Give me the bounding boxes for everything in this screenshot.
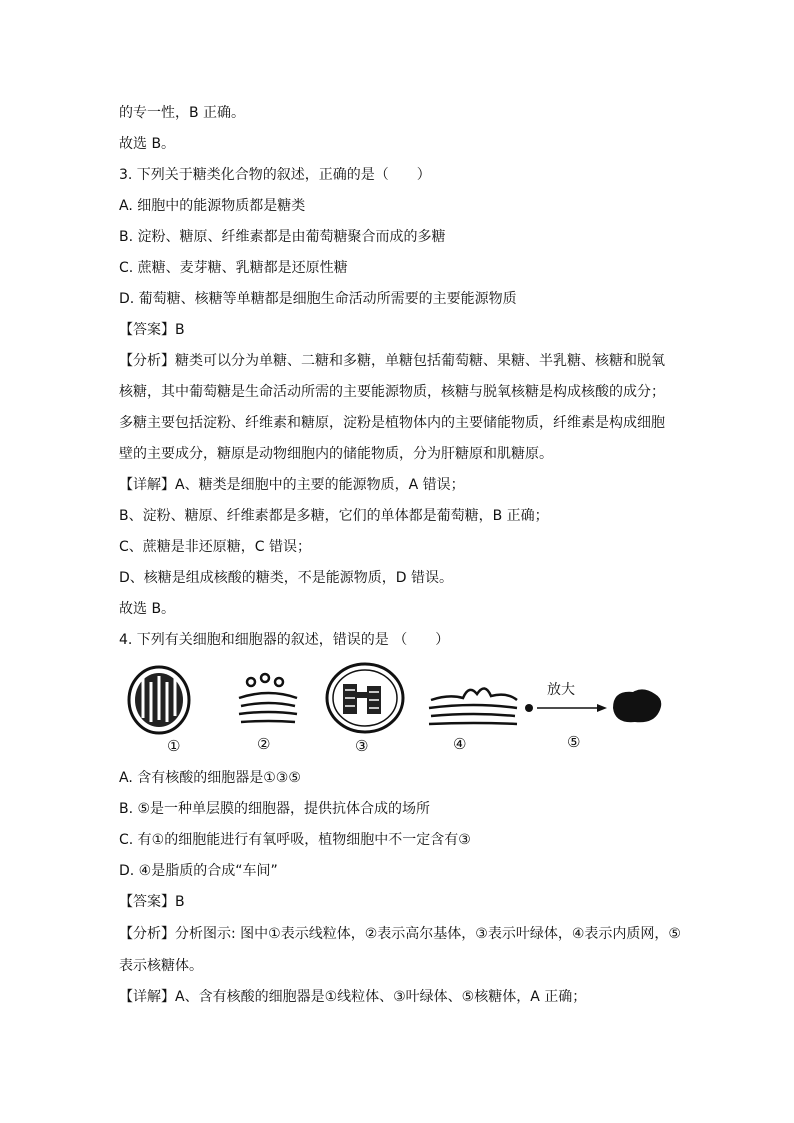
option-a: A. 含有核酸的细胞器是①③⑤ [119,770,301,786]
organelle-figure [119,660,679,760]
label-5: ⑤ [567,733,581,751]
option-c: C. 有①的细胞能进行有氧呼吸，植物细胞中不一定含有③ [119,832,471,848]
detail-line: 【详解】A、含有核酸的细胞器是①线粒体、③叶绿体、⑤核糖体，A 正确； [119,989,587,1005]
er-drawing [429,688,517,724]
analysis-line: 【分析】分析图示: 图中①表示线粒体，②表示高尔基体，③表示叶绿体，④表示内质网，⑤ [119,926,681,942]
ribosome-drawing [525,689,661,722]
chloroplast-drawing [327,664,403,732]
option-b: B. ⑤是一种单层膜的细胞器，提供抗体合成的场所 [119,801,431,817]
option-b: B. 淀粉、糖原、纤维素都是由葡萄糖聚合而成的多糖 [119,229,446,245]
answer-line: 【答案】B [119,894,185,910]
analysis-line: 壁的主要成分，糖原是动物细胞内的储能物质，分为肝糖原和肌糖原。 [119,446,553,462]
label-2: ② [257,735,271,753]
analysis-line: 核糖，其中葡萄糖是生命活动所需的主要能源物质，核糖与脱氧核糖是构成核酸的成分； [119,384,665,400]
detail-line: C、蔗糖是非还原糖，C 错误； [119,539,312,555]
organelle-drawings [119,660,679,760]
analysis-line: 表示核糖体。 [119,958,203,974]
detail-line: B、淀粉、糖原、纤维素都是多糖，它们的单体都是葡萄糖，B 正确； [119,508,549,524]
option-d: D. 葡萄糖、核糖等单糖都是细胞生命活动所需要的主要能源物质 [119,291,517,307]
option-d: D. ④是脂质的合成“车间” [119,863,278,879]
question-3-stem: 3. 下列关于糖类化合物的叙述，正确的是（ ） [119,167,431,183]
text-line: 故选 B。 [119,136,176,152]
answer-line: 【答案】B [119,322,185,338]
option-c: C. 蔗糖、麦芽糖、乳糖都是还原性糖 [119,260,348,276]
analysis-line: 【分析】糖类可以分为单糖、二糖和多糖，单糖包括葡萄糖、果糖、半乳糖、核糖和脱氧 [119,353,665,369]
text-line: 故选 B。 [119,601,176,617]
question-4-stem: 4. 下列有关细胞和细胞器的叙述，错误的是 （ ） [119,632,450,648]
text-line: 的专一性，B 正确。 [119,105,246,121]
analysis-line: 多糖主要包括淀粉、纤维素和糖原，淀粉是植物体内的主要储能物质，纤维素是构成细胞 [119,415,665,431]
label-3: ③ [355,737,369,755]
magnify-label: 放大 [547,682,575,698]
label-4: ④ [453,735,467,753]
option-a: A. 细胞中的能源物质都是糖类 [119,198,306,214]
detail-line: 【详解】A、糖类是细胞中的主要的能源物质，A 错误； [119,477,465,493]
label-1: ① [167,737,181,755]
golgi-drawing [239,674,297,722]
detail-line: D、核糖是组成核酸的糖类，不是能源物质，D 错误。 [119,570,454,586]
mitochondrion-drawing [129,667,189,733]
